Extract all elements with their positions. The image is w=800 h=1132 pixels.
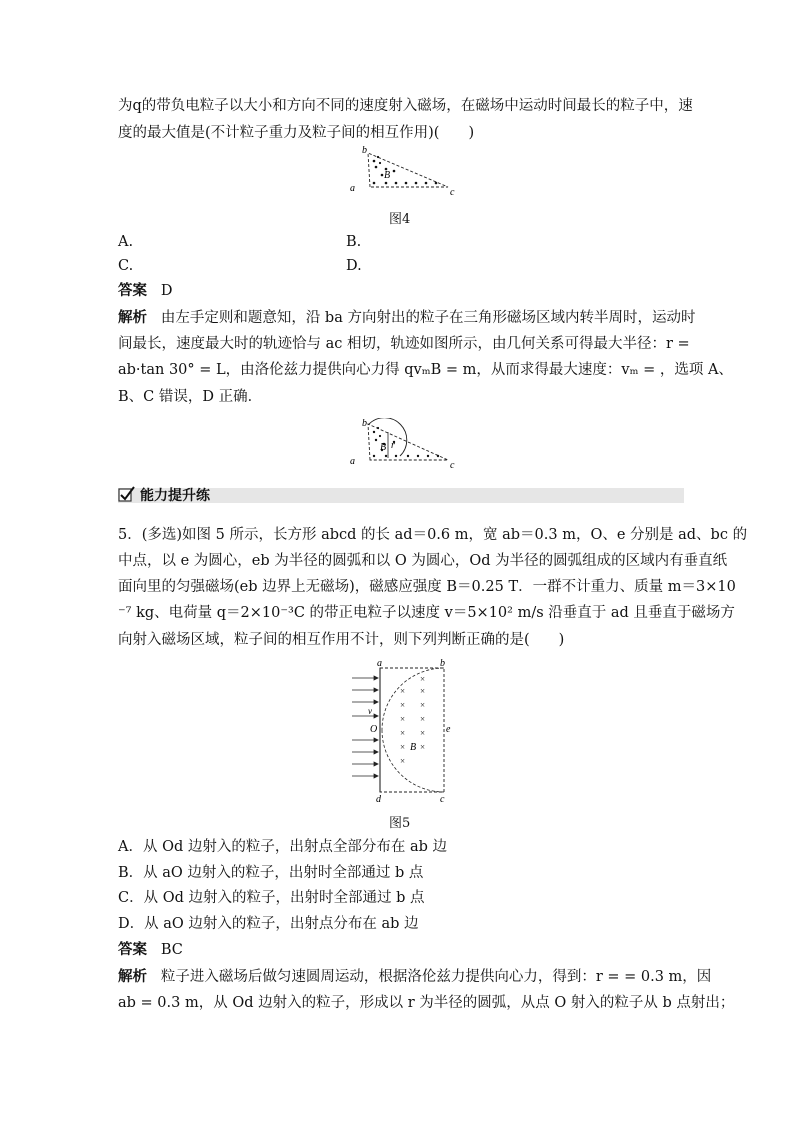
svg-text:O: O: [370, 724, 378, 735]
q5-stem-line-4: ⁻⁷ kg、电荷量 q＝2×10⁻³C 的带正电粒子以速度 v＝5×10² m/s 沿垂直于 ad 且垂直于磁场方: [118, 605, 735, 621]
q5-option-a: A．从 Od 边射入的粒子，出射点全部分布在 ab 边: [118, 839, 448, 855]
q4-analysis-line-1: 解析 由左手定则和题意知，沿 ba 方向射出的粒子在三角形磁场区域内转半周时，运动时: [118, 309, 696, 326]
q4-option-d: D.: [346, 258, 362, 274]
svg-text:×: ×: [400, 728, 406, 738]
svg-text:×: ×: [420, 714, 426, 724]
q5-option-d: D．从 aO 边射入的粒子，出射点分布在 ab 边: [118, 916, 419, 932]
q5-stem-line-1: 5．(多选)如图 5 所示，长方形 abcd 的长 ad＝0.6 m，宽 ab＝0.3 m，O、e 分别是 ad、bc 的: [118, 527, 748, 543]
q5-answer-label: 答案: [118, 941, 147, 958]
q4-option-a: A.: [118, 234, 134, 250]
svg-text:d: d: [376, 794, 381, 804]
q4-option-c: C.: [118, 258, 134, 274]
svg-text:e: e: [446, 724, 451, 735]
svg-text:×: ×: [420, 728, 426, 738]
q4-stem-line-1: 为q的带负电粒子以大小和方向不同的速度射入磁场，在磁场中运动时间最长的粒子中，速: [118, 98, 693, 114]
q5-analysis-label: 解析: [118, 968, 147, 985]
q5-answer-value: BC: [160, 942, 183, 958]
q4-analysis-line-2: 间最长，速度最大时的轨迹恰与 ac 相切，轨迹如图所示，由几何关系可得最大半径：r =: [118, 336, 690, 352]
svg-text:×: ×: [420, 742, 426, 752]
q4-analysis-label: 解析: [118, 309, 147, 326]
q5-stem-line-2: 中点，以 e 为圆心，eb 为半径的圆弧和以 O 为圆心，Od 为半径的圆弧组成的区域内有垂直纸: [118, 553, 728, 569]
q5-analysis-line-2: ab = 0.3 m，从 Od 边射入的粒子，形成以 r 为半径的圆弧，从点 O 射入的粒子从 b 点射出；: [118, 995, 735, 1011]
q4-analysis-line-3: ab·tan 30° = L，由洛伦兹力提供向心力得 qvₘB = m，从而求得最大速度：vₘ = ，选项 A、: [118, 362, 733, 378]
q5-stem-line-5: 向射入磁场区域，粒子间的相互作用不计，则下列判断正确的是( ): [118, 632, 565, 648]
svg-text:×: ×: [400, 756, 406, 766]
q5-option-c: C．从 Od 边射入的粒子，出射时全部通过 b 点: [118, 890, 425, 906]
svg-text:a: a: [377, 658, 382, 669]
svg-text:×: ×: [400, 742, 406, 752]
svg-text:c: c: [440, 794, 445, 804]
svg-text:r: r: [391, 440, 395, 451]
q4-answer-value: D: [160, 283, 173, 299]
fig4-label-c: c: [450, 187, 455, 197]
figure-5-caption: 图5: [389, 816, 411, 831]
section-header: [118, 484, 684, 506]
fig4-label-B: B: [384, 170, 391, 181]
fig5-rectangle: [380, 668, 444, 792]
figure-4-caption: 图4: [389, 212, 411, 227]
svg-text:b: b: [362, 418, 367, 429]
fig4-field-dots: [373, 156, 438, 184]
q4-analysis-line-4: B、C 错误，D 正确．: [118, 389, 263, 405]
svg-text:×: ×: [420, 700, 426, 710]
q5-answer: [118, 940, 183, 960]
svg-text:v: v: [368, 706, 372, 716]
fig4-label-a: a: [350, 183, 355, 194]
svg-text:×: ×: [420, 674, 426, 684]
q4-answer-label: 答案: [118, 282, 147, 299]
svg-text:B: B: [410, 742, 417, 753]
svg-text:×: ×: [420, 686, 426, 696]
q4-answer: [118, 281, 172, 301]
svg-text:B: B: [380, 442, 387, 453]
svg-text:×: ×: [400, 714, 406, 724]
q5-option-b: B．从 aO 边射入的粒子，出射时全部通过 b 点: [118, 865, 424, 881]
figure-4-solution: [340, 418, 460, 470]
q5-analysis-line-1: 解析 粒子进入磁场后做匀速圆周运动，根据洛伦兹力提供向心力，得到：r = = 0.3 m，因: [118, 968, 712, 985]
fig4-label-b: b: [362, 145, 367, 156]
q5-stem-line-3: 面向里的匀强磁场(eb 边界上无磁场)，磁感应强度 B＝0.25 T．一群不计重力、质量 m＝3×10: [118, 579, 736, 595]
section-title: 能力提升练: [140, 488, 210, 504]
svg-text:×: ×: [400, 700, 406, 710]
figure-5: [340, 656, 460, 804]
svg-text:c: c: [450, 460, 455, 470]
fig5-arc-e: [382, 668, 444, 730]
svg-text:b: b: [440, 658, 445, 669]
q4-stem-line-2: 度的最大值是(不计粒子重力及粒子间的相互作用)( ): [118, 125, 475, 141]
q4-option-b: B.: [346, 234, 362, 250]
svg-text:a: a: [350, 456, 355, 467]
svg-text:×: ×: [400, 686, 406, 696]
check-icon: [118, 484, 136, 504]
fig5-arc-O: [382, 730, 444, 792]
figure-4: [340, 145, 460, 197]
